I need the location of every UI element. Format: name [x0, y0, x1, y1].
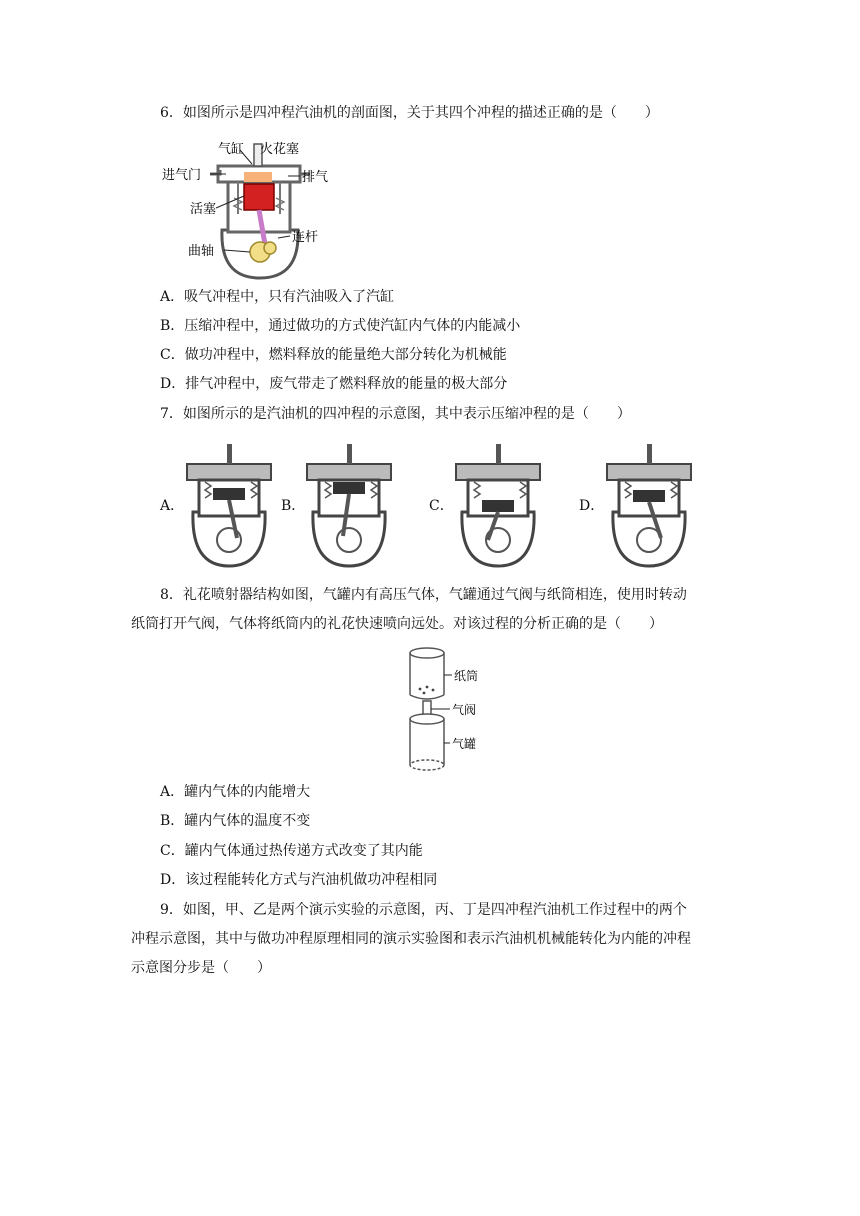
q7-label-b: B．: [281, 498, 306, 514]
q7-engine-b: [303, 440, 395, 574]
q7-label-d: D．: [579, 498, 605, 514]
q8-option-a: A．罐内气体的内能增大: [160, 784, 311, 800]
label-cylinder: 气缸: [218, 142, 245, 157]
q9-stem-line1: 9．如图，甲、乙是两个演示实验的示意图，丙、丁是四冲程汽油机工作过程中的两个: [160, 902, 687, 918]
q8-sprayer-figure: [402, 645, 492, 779]
q8-stem-line2: 纸筒打开气阀，气体将纸筒内的礼花快速喷向远处。对该过程的分析正确的是（ ）: [131, 616, 663, 632]
label-piston: 活塞: [190, 202, 217, 217]
q7-stem: 7．如图所示的是汽油机的四冲程的示意图，其中表示压缩冲程的是（ ）: [160, 406, 631, 422]
label-rod: 连杆: [292, 230, 319, 245]
q6-engine-figure: [160, 138, 340, 288]
label-spark-plug: 火花塞: [260, 142, 300, 157]
q6-option-d: D．排气冲程中，废气带走了燃料释放的能量的极大部分: [160, 376, 508, 392]
label-intake: 进气门: [162, 168, 202, 183]
q6-option-a: A．吸气冲程中，只有汽油吸入了汽缸: [160, 289, 395, 305]
q6-option-b: B．压缩冲程中，通过做功的方式使汽缸内气体的内能减小: [160, 318, 521, 334]
q8-option-c: C．罐内气体通过热传递方式改变了其内能: [160, 843, 423, 859]
q6-option-c: C．做功冲程中，燃料释放的能量绝大部分转化为机械能: [160, 347, 507, 363]
label-gas-tank: 气罐: [452, 737, 477, 751]
q8-option-b: B．罐内气体的温度不变: [160, 813, 311, 829]
label-valve: 气阀: [452, 703, 477, 717]
q6-stem: 6．如图所示是四冲程汽油机的剖面图，关于其四个冲程的描述正确的是（ ）: [160, 105, 659, 121]
label-crank: 曲轴: [188, 244, 215, 259]
q8-stem-line1: 8．礼花喷射器结构如图，气罐内有高压气体，气罐通过气阀与纸筒相连，使用时转动: [160, 587, 687, 603]
q7-engine-c: [452, 440, 544, 574]
q7-engine-d: [603, 440, 695, 574]
q9-stem-line2: 冲程示意图，其中与做功冲程原理相同的演示实验图和表示汽油机机械能转化为内能的冲程: [131, 931, 691, 947]
q7-label-a: A．: [160, 498, 185, 514]
label-paper-tube: 纸筒: [454, 669, 479, 683]
q8-option-d: D．该过程能转化方式与汽油机做功冲程相同: [160, 872, 438, 888]
q7-label-c: C．: [429, 498, 454, 514]
q7-engine-a: [183, 440, 275, 574]
q9-stem-line3: 示意图分步是（ ）: [131, 960, 271, 976]
label-exhaust: 排气: [302, 170, 329, 185]
